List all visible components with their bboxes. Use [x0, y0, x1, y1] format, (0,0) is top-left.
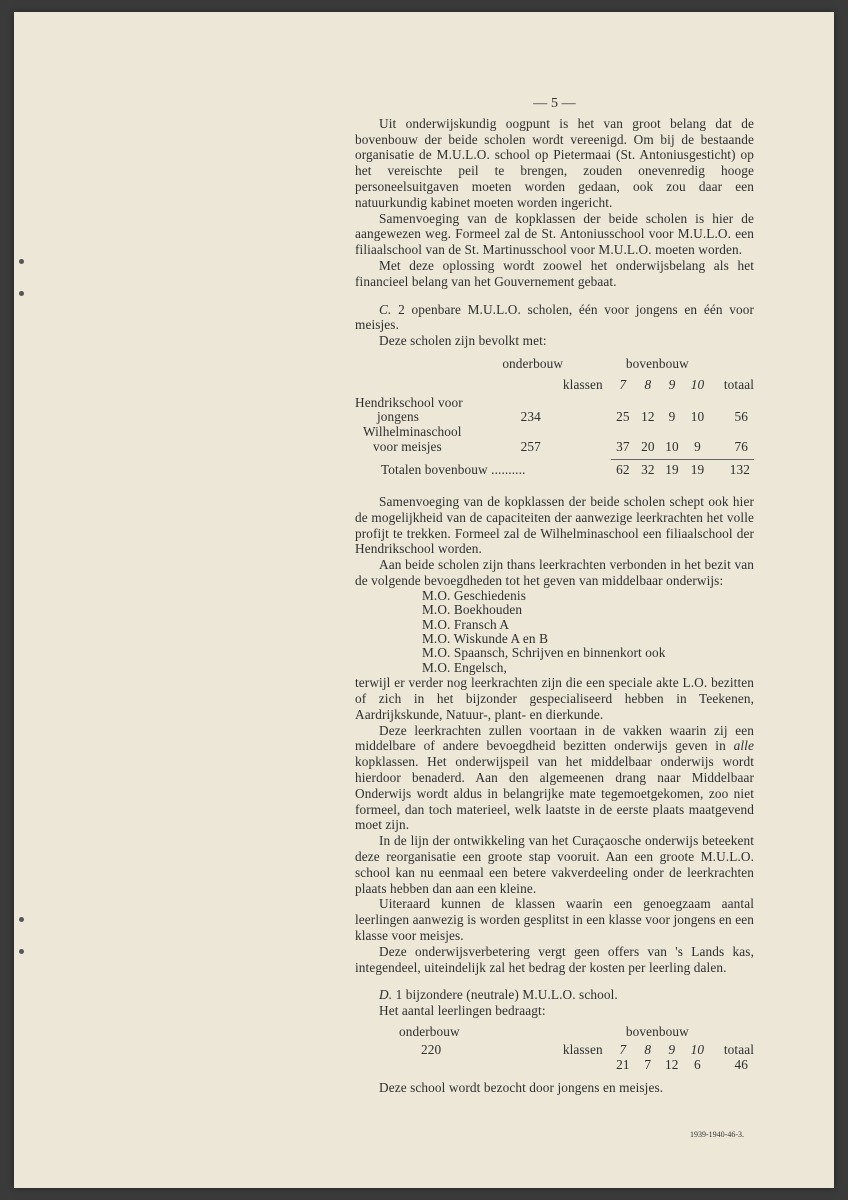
- paragraph: Uiteraard kunnen de klassen waarin een genoegzaam aantal leerlingen aanwezig is worden gesplitst in een klasse voor jongens en een klasse voor meisjes.: [355, 896, 754, 943]
- list-item: M.O. Engelsch,: [422, 659, 507, 675]
- list-item: M.O. Boekhouden: [422, 602, 523, 618]
- class-value: 10: [690, 409, 705, 425]
- class-value: 12: [664, 1056, 679, 1072]
- section-heading-text: 2 openbare M.U.L.O. scholen, één voor jongens en één voor meisjes.: [355, 301, 754, 333]
- class-value: 9: [694, 438, 701, 454]
- class-header: 8: [644, 376, 652, 392]
- total-value: 76: [734, 438, 748, 454]
- class-value: 9: [668, 409, 676, 425]
- paragraph: In de lijn der ontwikkeling van het Curaçaosche onderwijs beteekent deze reorganisatie een groote stap vooruit. Aan een groote M.U.L.O. school kan nu eenmaal een betere vakverdeeling onder de leerkrachten plaats hebben dan aan een kleine.: [355, 833, 754, 896]
- punch-hole: [19, 917, 24, 922]
- paragraph-text: kopklassen. Het onderwijspeil van het middelbaar onderwijs wordt hierdoor benaderd. Aan den algemeenen drang naar Middelbaar Onderwijs wordt aldus in belangrijke mate tegemoetgekomen, zoo niet formeel, dan toch materieel, welk laatste in de eerste plaats maatgevend moet zijn.: [355, 754, 754, 833]
- class-header: 10: [690, 376, 705, 392]
- paragraph: Met deze oplossing wordt zoowel het onderwijsbelang als het financieel belang van het Gouvernement gebaat.: [355, 257, 754, 289]
- class-header: 10: [690, 1041, 705, 1057]
- table-row: [355, 410, 754, 425]
- section-c-heading: [355, 302, 754, 334]
- totaal-header: totaal: [723, 1041, 754, 1057]
- paragraph: Samenvoeging van de kopklassen der beide scholen schept ook hier de mogelijkheid van de capaciteiten der aanwezige leerkrachten het volle profijt te trekken. Formeel zal de Wilhelminaschool een filiaalschool der Hendrikschool worden.: [355, 494, 754, 557]
- class-header: 9: [668, 376, 676, 392]
- section-letter: C.: [379, 301, 392, 317]
- school-name: voor meisjes: [373, 438, 442, 454]
- klassen-label: klassen: [562, 376, 603, 392]
- bovenbouw-header: bovenbouw: [625, 355, 689, 371]
- list-item: M.O. Wiskunde A en B: [422, 631, 549, 647]
- page-content: [355, 96, 754, 1096]
- list-item: M.O. Fransch A: [422, 616, 510, 632]
- section-d-heading: [355, 987, 754, 1003]
- class-header: 8: [644, 1041, 652, 1057]
- list-item: M.O. Spaansch, Schrijven en binnenkort ook: [422, 645, 666, 661]
- school-name: Wilhelminaschool: [363, 424, 462, 440]
- paragraph: terwijl er verder nog leerkrachten zijn die een speciale akte L.O. bezitten of zich in het bijzonder gespecialiseerd hebben in Teekenen, Aardrijkskunde, Natuur-, plant- en dierkunde.: [355, 675, 754, 722]
- total-class-value: 19: [661, 460, 683, 478]
- punch-hole: [19, 259, 24, 264]
- totals-label: Totalen bovenbouw ..........: [381, 461, 526, 477]
- klassen-label: klassen: [562, 1041, 603, 1057]
- emphasis-word: alle: [733, 738, 754, 754]
- qualification-list: [355, 589, 754, 675]
- total-class-value: 19: [683, 460, 712, 478]
- punch-hole: [19, 291, 24, 296]
- punch-hole: [19, 949, 24, 954]
- class-header: 7: [619, 376, 627, 392]
- table-row: [355, 440, 754, 455]
- list-item: M.O. Geschiedenis: [422, 587, 526, 603]
- onderbouw-header: onderbouw: [502, 355, 564, 371]
- total-value: 46: [734, 1056, 748, 1072]
- paragraph: [355, 723, 754, 834]
- class-value: 7: [644, 1056, 652, 1072]
- school-d-table: [355, 1025, 754, 1072]
- document-page: [14, 12, 834, 1188]
- section-heading-text: 1 bijzondere (neutrale) M.U.L.O. school.: [395, 987, 618, 1003]
- class-header: 9: [668, 1041, 676, 1057]
- onderbouw-value: 234: [520, 409, 541, 425]
- paragraph: Uit onderwijskundig oogpunt is het van groot belang dat de bovenbouw der beide scholen wordt vereenigd. Om bij de bestaande organisatie de M.U.L.O. school op Pietermaai (St. Antoniusgesticht) op het vereischte peil te brengen, zouden onevenredig hooge personeelsuitgaven moeten worden gedaan, ook zou daar een natuurkundig kabinet moeten worden ingericht.: [355, 115, 754, 210]
- class-value: 37: [616, 438, 630, 454]
- class-value: 10: [665, 438, 679, 454]
- section-d-sub: Het aantal leerlingen bedraagt:: [379, 1003, 546, 1019]
- paragraph: Aan beide scholen zijn thans leerkrachten verbonden in het bezit van de volgende bevoegdheden tot het geven van middelbaar onderwijs:: [355, 557, 754, 589]
- class-header: 7: [619, 1041, 627, 1057]
- class-value: 6: [693, 1056, 701, 1072]
- totals-row: [355, 460, 754, 478]
- total-class-value: 62: [611, 460, 635, 478]
- paragraph: Deze school wordt bezocht door jongens en meisjes.: [379, 1080, 664, 1096]
- onderbouw-value: 220: [421, 1041, 442, 1057]
- grand-total: 132: [712, 460, 754, 478]
- document-code: 1939-1940-46-3.: [690, 1130, 744, 1139]
- school-name: jongens: [377, 409, 420, 425]
- class-value: 25: [616, 409, 630, 425]
- paragraph-text: Deze leerkrachten zullen voortaan in de vakken waarin zij een middelbare of andere bevoegdheid bezitten onderwijs geven in: [355, 722, 754, 754]
- bovenbouw-header: bovenbouw: [625, 1023, 689, 1039]
- onderbouw-header: onderbouw: [399, 1023, 460, 1039]
- onderbouw-value: 257: [520, 438, 541, 454]
- table-row: [355, 1058, 754, 1073]
- class-value: 20: [641, 438, 655, 454]
- class-value: 12: [641, 409, 655, 425]
- paragraph: Samenvoeging van de kopklassen der beide scholen is hier de aangewezen weg. Formeel zal de St. Antoniusschool voor M.U.L.O. een filiaalschool van de St. Martinusschool voor M.U.L.O. moeten worden.: [355, 210, 754, 258]
- page-number: — 5 —: [533, 96, 576, 111]
- paragraph: Deze onderwijsverbetering vergt geen offers van 's Lands kas, integendeel, uiteindelijk zal het bedrag der kosten per leerling dalen.: [355, 943, 754, 975]
- totaal-header: totaal: [723, 376, 754, 392]
- class-value: 21: [616, 1056, 630, 1072]
- section-letter: D.: [379, 987, 393, 1003]
- school-name: Hendrikschool voor: [355, 394, 463, 410]
- section-c-sub: Deze scholen zijn bevolkt met:: [379, 333, 547, 349]
- total-class-value: 32: [635, 460, 661, 478]
- school-population-table: [355, 357, 754, 478]
- total-value: 56: [734, 409, 748, 425]
